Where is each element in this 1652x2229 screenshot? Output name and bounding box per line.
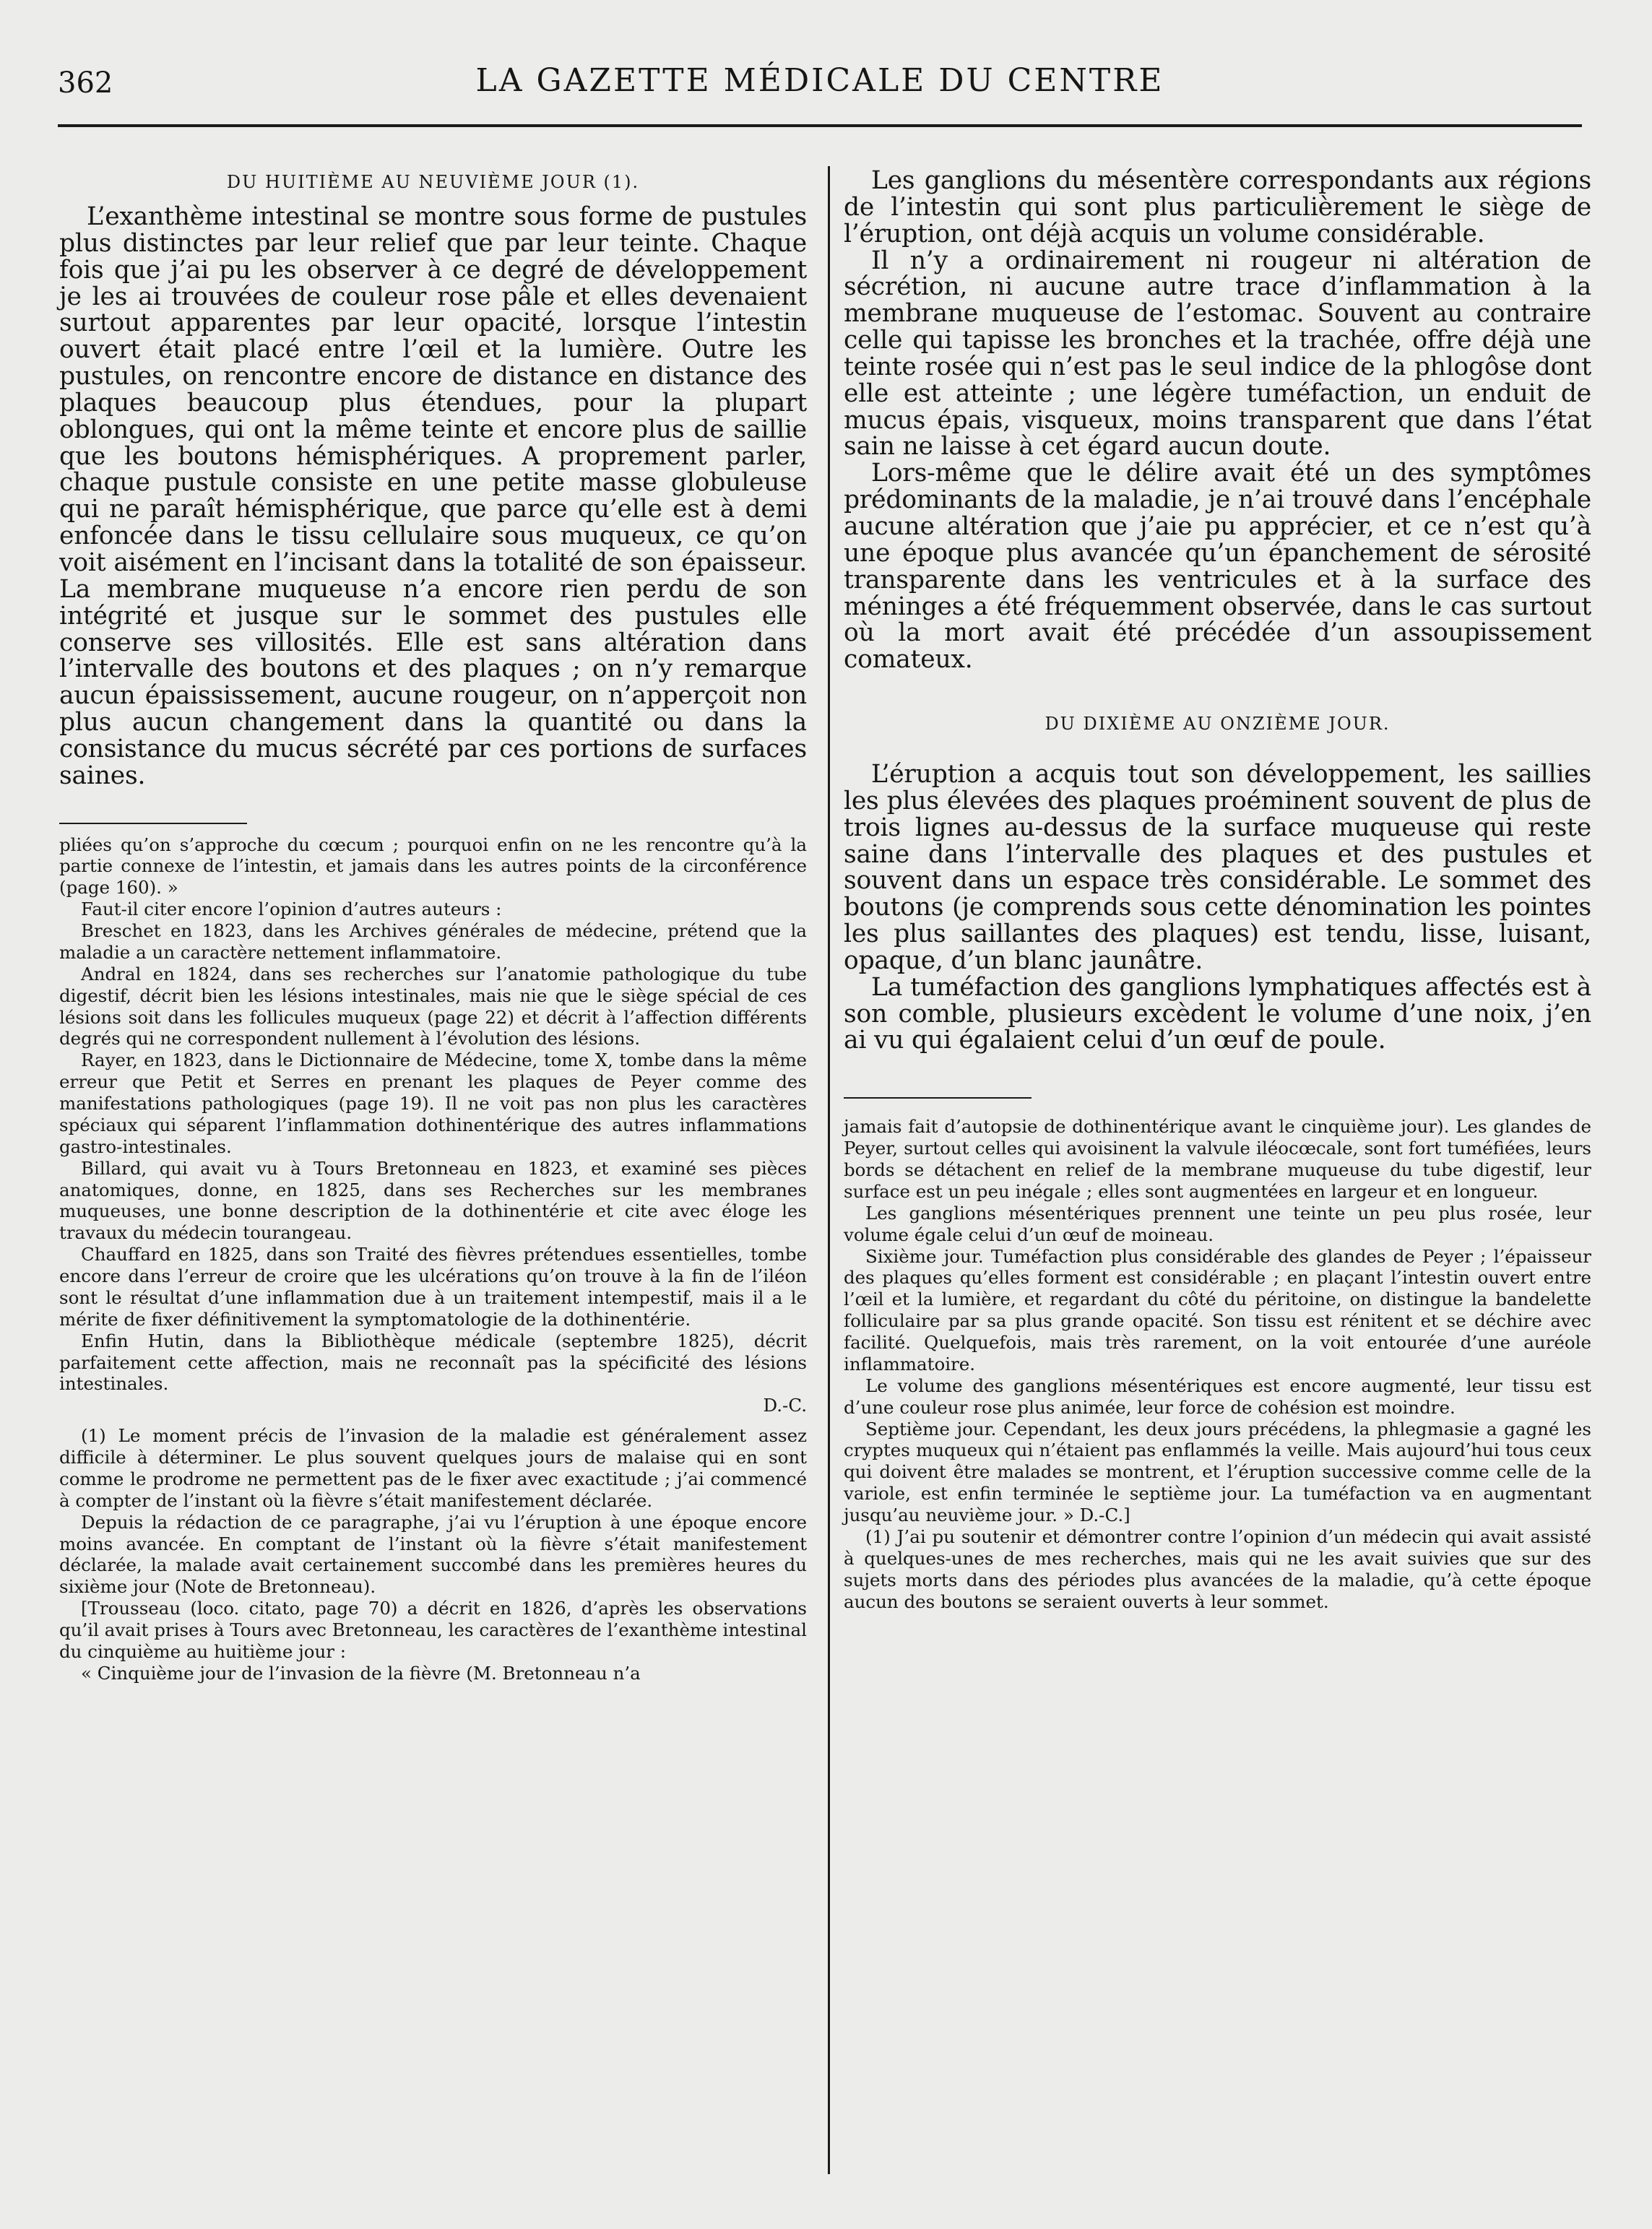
footnote-paragraph: pliées qu’on s’approche du cœcum ; pourquoi enfin on ne les rencontre qu’à la partie connexe de l’intestin, et jamais dans les autres points de la circonférence (page 160). » — [59, 834, 807, 899]
paragraph: La tuméfaction des ganglions lymphatiques affectés est à son comble, plusieurs excèdent le volume d’une noix, j’en ai vu qui égalaient celui d’un œuf de poule. — [844, 972, 1591, 1055]
footnote-paragraph: Andral en 1824, dans ses recherches sur l’anatomie pathologique du tube digestif, décrit bien les lésions intestinales, mais nie que le siège spécial de ces lésions soit dans les follicules muqueux (page 22) et décrit à l’affection différents degrés qui ne correspondent nullement à l’évolution des lésions. — [59, 963, 807, 1049]
paragraph: L’exanthème intestinal se montre sous forme de pustules plus distinctes par leur relief que par leur teinte. Chaque fois que j’ai pu les observer à ce degré de développement je les ai trouvées de couleur rose pâle et elles devenaient surtout apparentes par leur opacité, lorsque l’intestin ouvert était placé entre l’œil et la lumière. Outre les pustules, on rencontre encore de distance en distance des plaques beaucoup plus étendues, pour la plupart oblongues, qui ont la même teinte et encore plus de saillie que les boutons hémisphériques. A proprement parler, chaque pustule consiste en une petite masse globuleuse qui ne paraît hémisphérique, que parce qu’elle est à demi enfoncée dans le tissu cellulaire sous muqueux, ce qu’on voit aisément en l’incisant dans la totalité de son épaisseur. La membrane muqueuse n’a encore rien perdu de son intégrité et jusque sur le sommet des pustules elle conserve ses villosités. Elle est sans altération dans l’intervalle des boutons et des plaques ; on n’y remarque aucun épaississement, aucune rougeur, on n’apperçoit non plus aucun changement dans la quantité ou dans la consistance du mucus sécrété par ces portions de surfaces saines. — [59, 202, 807, 790]
footnote-paragraph: Chauffard en 1825, dans son Traité des fièvres prétendues essentielles, tombe encore dans l’erreur de croire que les ulcérations qu’on trouve à la fin de l’iléon sont le résultat d’une inflammation due à un traitement intempestif, mais il a le mérite de fixer définitivement la symptomatologie de la dothinentérie. — [59, 1244, 807, 1330]
footnote-paragraph: Breschet en 1823, dans les Archives générales de médecine, prétend que la maladie a un caractère nettement inflammatoire. — [59, 920, 807, 963]
paragraph: Il n’y a ordinairement ni rougeur ni altération de sécrétion, ni aucune autre trace d’inflammation à la membrane muqueuse de l’estomac. Souvent au contraire celle qui tapisse les bronches et la trachée, offre déjà une teinte rosée qui n’est pas le seul indice de la phlogôse dont elle est atteinte ; une légère tuméfaction, un enduit de mucus épais, visqueux, moins transparent que dans l’état sain ne laisse à cet égard aucun doute. — [844, 246, 1591, 462]
footnote-rule — [59, 823, 247, 824]
paragraph: Les ganglions du mésentère correspondants aux régions de l’intestin qui sont plus particulièrement le siège de l’éruption, ont déjà acquis un volume considérable. — [844, 166, 1591, 248]
paragraph: Lors-même que le délire avait été un des symptômes prédominants de la maladie, je n’ai trouvé dans l’encéphale aucune altération que j’aie pu apprécier, et ce n’est qu’à une époque plus avancée qu’un épanchement de sérosité transparente dans les ventricules et à la surface des méninges a été fréquemment observée, dans le cas surtout où la mort avait été précédée d’un assoupissement comateux. — [844, 459, 1591, 675]
footnote-paragraph: Billard, qui avait vu à Tours Bretonneau en 1823, et examiné ses pièces anatomiques, donne, en 1825, dans ses Recherches sur les membranes muqueuses, une bonne description de la dothinentérie et cite avec éloge les travaux du médecin tourangeau. — [59, 1157, 807, 1244]
footnote-paragraph: jamais fait d’autopsie de dothinentérique avant le cinquième jour). Les glandes de Peyer, surtout celles qui avoisinent la valvule iléocœcale, sont fort tuméfiées, leurs bords se détachent en relief de la membrane muqueuse du tube digestif, leur surface est un peu inégale ; elles sont augmentées en largeur et en longueur. — [844, 1116, 1591, 1202]
footnote-paragraph: Faut-il citer encore l’opinion d’autres auteurs : — [81, 899, 502, 920]
footnote-paragraph: Depuis la rédaction de ce paragraphe, j’ai vu l’éruption à une époque encore moins avancée. En comptant de l’instant où la fièvre s’était manifestement déclarée, la malade avait certainement succombé dans les premières heures du sixième jour (Note de Bretonneau). — [59, 1511, 807, 1598]
footnote-paragraph: (1) J’ai pu soutenir et démontrer contre l’opinion d’un médecin qui avait assisté à quelques-unes de mes recherches, mais qui ne les avait suivies que sur des sujets morts dans des périodes plus avancées de la maladie, qu’à cette époque aucun des boutons se seraient ouverts à leur sommet. — [844, 1525, 1591, 1612]
right-main-text-top — [844, 168, 1591, 673]
page-number: 362 — [58, 66, 113, 100]
right-main-text-bottom — [844, 761, 1591, 1054]
footnote-signature: D.-C. — [763, 1395, 807, 1416]
footnote-paragraph: Enfin Hutin, dans la Bibliothèque médicale (septembre 1825), décrit parfaitement cette affection, mais ne reconnaît pas la spécificité des lésions intestinales. — [59, 1330, 807, 1395]
header-rule — [58, 124, 1582, 127]
footnote-paragraph: [Trousseau (loco. citato, page 70) a décrit en 1826, d’après les observations qu’il avait prises à Tours avec Bretonneau, les caractères de l’exanthème intestinal du cinquième au huitième jour : — [59, 1598, 807, 1662]
footnote-paragraph: Rayer, en 1823, dans le Dictionnaire de Médecine, tome X, tombe dans la même erreur que Petit et Serres en prenant les plaques de Peyer comme des manifestations pathologiques (page 19). Il ne voit pas non plus les caractères spéciaux qui séparent l’inflammation dothinentérique des autres inflammations gastro-intestinales. — [59, 1049, 807, 1157]
footnote-rule — [844, 1097, 1032, 1099]
left-footnotes — [59, 834, 807, 1684]
journal-title: LA GAZETTE MÉDICALE DU CENTRE — [475, 62, 1164, 99]
paragraph: L’éruption a acquis tout son développement, les saillies les plus élevées des plaques proéminent souvent de plus de trois lignes au-dessus de la surface muqueuse qui reste saine dans l’intervalle des plaques et des pustules et souvent dans un espace très considérable. Le sommet des boutons (je comprends sous cette dénomination les pointes les plus saillantes des plaques) est tendu, lisse, luisant, opaque, d’un blanc jaunâtre. — [844, 760, 1591, 975]
footnote-paragraph: « Cinquième jour de l’invasion de la fièvre (M. Bretonneau n’a — [81, 1662, 641, 1684]
left-main-text — [59, 204, 807, 789]
section-title-dixieme: DU DIXIÈME AU ONZIÈME JOUR. — [1045, 714, 1391, 735]
page-header — [58, 62, 1582, 105]
right-footnotes — [844, 1116, 1591, 1612]
section-title-huitieme: DU HUITIÈME AU NEUVIÈME JOUR (1). — [226, 172, 640, 192]
column-rule — [828, 166, 830, 2174]
right-column — [844, 168, 1591, 1612]
footnote-paragraph: (1) Le moment précis de l’invasion de la maladie est généralement assez difficile à déterminer. Le plus souvent quelques jours de malaise qui en sont comme le prodrome ne permettent pas de le fixer avec exactitude ; j’ai commencé à compter de l’instant où la fièvre s’était manifestement déclarée. — [59, 1425, 807, 1511]
footnote-paragraph: Septième jour. Cependant, les deux jours précédens, la phlegmasie a gagné les cryptes muqueux qui n’étaient pas enflammés la veille. Mais aujourd’hui tous ceux qui doivent être malades se montrent, et l’éruption successive comme celle de la variole, est enfin terminée le septième jour. La tuméfaction va en augmentant jusqu’au neuvième jour. » D.-C.] — [844, 1418, 1591, 1526]
footnote-paragraph: Sixième jour. Tuméfaction plus considérable des glandes de Peyer ; l’épaisseur des plaques qu’elles forment est considérable ; en plaçant l’intestin ouvert entre l’œil et la lumière, et regardant du côté du péritoine, on distingue la bandelette folliculaire par sa plus grande opacité. Son tissu est rénitent et se déchire avec facilité. Quelquefois, mais très rarement, on la voit entourée d’une auréole inflammatoire. — [844, 1245, 1591, 1375]
left-column — [59, 168, 807, 1684]
footnote-paragraph: Le volume des ganglions mésentériques est encore augmenté, leur tissu est d’une couleur rose plus animée, leur force de cohésion est moindre. — [844, 1375, 1591, 1418]
footnote-paragraph: Les ganglions mésentériques prennent une teinte un peu plus rosée, leur volume égale celui d’un œuf de moineau. — [844, 1202, 1591, 1245]
